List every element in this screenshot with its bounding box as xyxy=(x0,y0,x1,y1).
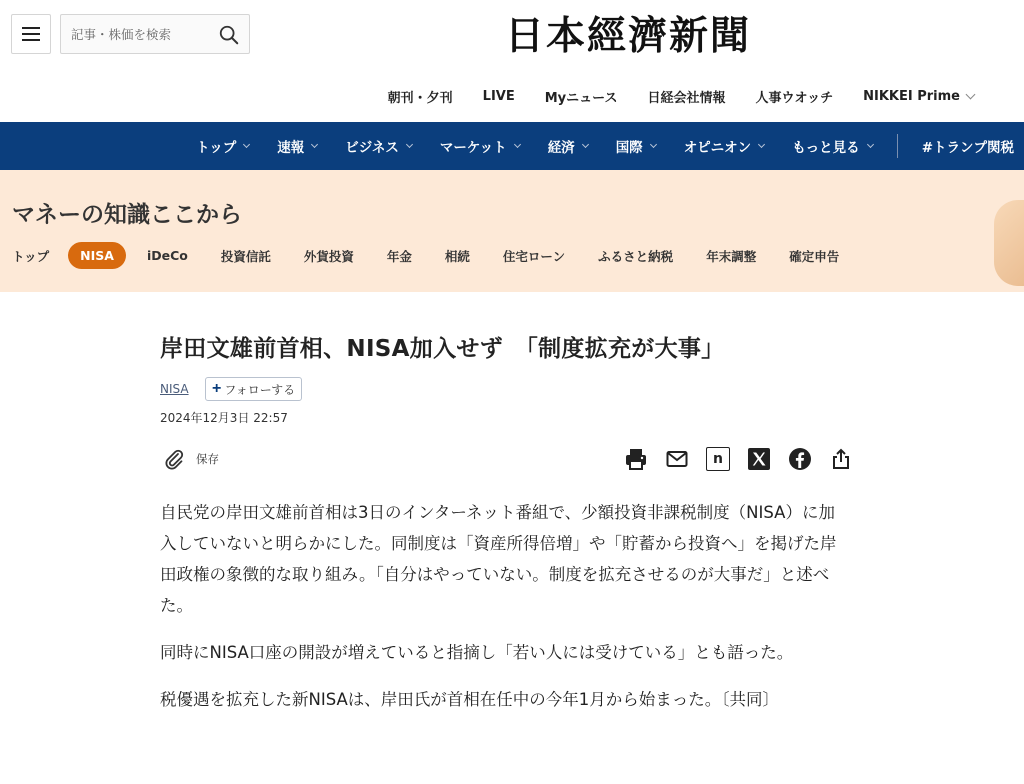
nav-item-label: トップ xyxy=(196,140,237,156)
top-bar xyxy=(0,0,1024,122)
utility-link-prime[interactable] xyxy=(863,87,974,106)
topic-link[interactable]: NISA xyxy=(160,382,189,396)
hamburger-menu-button[interactable] xyxy=(11,14,51,54)
follow-label: フォローする xyxy=(224,382,296,397)
nav-item-label: ビジネス xyxy=(345,140,399,156)
article-paragraph: 同時にNISA口座の開設が増えていると指摘し「若い人には受けている」とも語った。 xyxy=(160,643,794,662)
main-nav xyxy=(0,122,1024,170)
chevron-down-icon xyxy=(758,141,765,148)
chevron-down-icon xyxy=(514,141,521,148)
nav-item-breaking[interactable] xyxy=(277,136,317,156)
nav-item-top[interactable] xyxy=(196,136,249,156)
money-tab-pension[interactable]: 年金 xyxy=(386,248,412,264)
facebook-icon[interactable] xyxy=(787,446,813,472)
utility-nav xyxy=(358,87,974,106)
nav-item-more[interactable] xyxy=(792,136,873,156)
nav-item-label: 経済 xyxy=(547,140,575,156)
mail-icon[interactable] xyxy=(664,446,690,472)
money-tab-nisa[interactable]: NISA xyxy=(68,242,126,269)
plus-icon: + xyxy=(212,380,222,397)
money-tab-top[interactable]: トップ xyxy=(12,248,50,264)
share-icon[interactable] xyxy=(828,446,854,472)
nav-item-market[interactable] xyxy=(440,136,520,156)
chevron-down-icon xyxy=(406,141,413,148)
article-paragraph: 税優遇を拡充した新NISAは、岸田氏が首相在任中の今年1月から始まった。〔共同〕 xyxy=(160,690,780,709)
banner-decoration xyxy=(994,200,1024,286)
money-tab-foreign-currency[interactable]: 外貨投資 xyxy=(303,248,354,264)
money-section-title[interactable]: マネーの知識ここから xyxy=(12,202,242,228)
nav-item-international[interactable] xyxy=(616,136,656,156)
chevron-down-icon xyxy=(966,90,976,100)
search-icon[interactable] xyxy=(218,24,240,46)
nikkei-logo[interactable]: 日本經濟新聞 xyxy=(505,13,752,59)
utility-link-mynews[interactable]: Myニュース xyxy=(544,91,618,106)
nav-item-label: 国際 xyxy=(615,140,643,156)
nav-item-label: もっと見る xyxy=(792,140,860,156)
chevron-down-icon xyxy=(650,141,657,148)
chevron-down-icon xyxy=(867,141,874,148)
money-tab-ideco[interactable]: iDeCo xyxy=(146,248,188,263)
paperclip-icon xyxy=(164,448,184,470)
money-tab-investment-trust[interactable]: 投資信託 xyxy=(220,248,271,264)
nav-item-featured[interactable]: #トランプ関税 xyxy=(921,140,1014,156)
money-tab-inheritance[interactable]: 相続 xyxy=(444,248,470,264)
chevron-down-icon xyxy=(243,141,250,148)
money-section-banner xyxy=(0,170,1024,292)
chevron-down-icon xyxy=(311,141,318,148)
money-tab-mortgage[interactable]: 住宅ローン xyxy=(502,248,566,264)
publish-date: 2024年12月3日 22:57 xyxy=(160,411,288,425)
nav-item-label: オピニオン xyxy=(683,140,752,156)
nav-item-economy[interactable] xyxy=(548,136,588,156)
utility-link-live[interactable]: LIVE xyxy=(482,89,515,104)
nav-item-opinion[interactable] xyxy=(684,136,765,156)
hamburger-icon xyxy=(22,27,40,41)
utility-link-company-info[interactable]: 日経会社情報 xyxy=(647,91,726,106)
nav-divider xyxy=(897,134,898,158)
money-tab-tax-return[interactable]: 確定申告 xyxy=(789,248,840,264)
save-label: 保存 xyxy=(196,452,219,466)
follow-button[interactable] xyxy=(205,377,302,401)
article-paragraph: 自民党の岸田文雄前首相は3日のインターネット番組で、少額投資非課税制度（NISA）に加入していないと明らかにした。同制度は「資産所得倍増」や「貯蓄から投資へ」を掲げた岸田政権の象徴的な取り組み。「自分はやっていない。制度を拡充させるのが大事だ」と述べた。 xyxy=(160,503,837,615)
money-tabs xyxy=(12,242,872,269)
utility-link-personnel[interactable]: 人事ウオッチ xyxy=(755,91,834,106)
nav-item-business[interactable] xyxy=(345,136,412,156)
nav-item-label: 速報 xyxy=(277,140,305,156)
save-button[interactable] xyxy=(164,448,219,470)
note-icon[interactable]: n xyxy=(705,446,731,472)
share-toolbar xyxy=(623,446,854,472)
nav-item-label: マーケット xyxy=(439,140,507,156)
print-icon[interactable] xyxy=(623,446,649,472)
article-body xyxy=(160,497,850,731)
article-headline: 岸田文雄前首相、NISA加入せず 「制度拡充が大事」 xyxy=(160,336,725,362)
utility-link-paper[interactable]: 朝刊・夕刊 xyxy=(387,91,453,106)
search-input[interactable] xyxy=(71,27,211,42)
search-box xyxy=(60,14,250,54)
money-tab-year-end-adjustment[interactable]: 年末調整 xyxy=(706,248,757,264)
chevron-down-icon xyxy=(582,141,589,148)
prime-label: NIKKEI Prime xyxy=(863,89,960,104)
x-icon[interactable] xyxy=(746,446,772,472)
money-tab-furusato-tax[interactable]: ふるさと納税 xyxy=(598,248,674,264)
